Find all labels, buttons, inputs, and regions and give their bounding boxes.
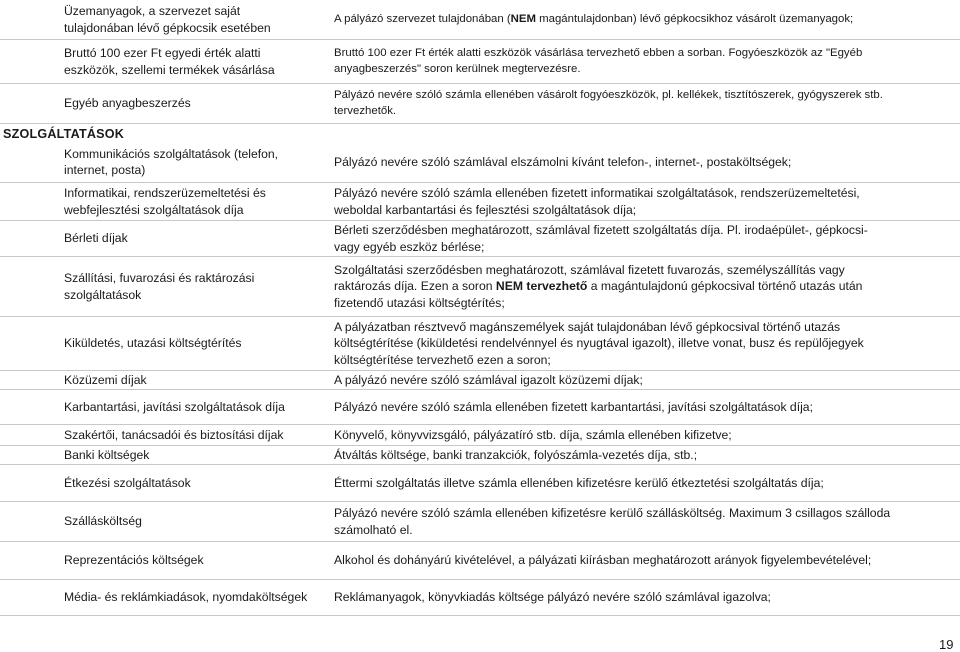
description-cell [334,84,894,123]
description-fragment: a magántulajdonú gépkocsival történő utazás után fizetendő utazási költségtérítés; [334,279,863,310]
description-text [334,185,894,218]
description-cell [334,446,894,464]
cost-category-cell [58,0,308,39]
cost-category-label: Kiküldetés, utazási költségtérítés [64,336,242,351]
description-fragment: A pályázó szervezet tulajdonában ( [334,12,511,25]
description-text [334,88,894,119]
description-cell [334,425,894,445]
description-fragment: Pályázó nevére szóló számlával elszámolni kívánt telefon-, internet-, postaköltségek; [334,154,792,169]
table-row [0,40,960,84]
cost-category-label: Karbantartási, javítási szolgáltatások díja [64,399,285,414]
cost-category-label: Kommunikációs szolgáltatások (telefon, internet, posta) [64,146,279,177]
table-row [0,142,960,183]
cost-category-label: Informatikai, rendszerüzemeltetési és webfejlesztési szolgáltatások díja [64,186,266,217]
description-fragment: Pályázó nevére szóló számla ellenében vásárolt fogyóeszközök, pl. kellékek, tisztítószerek, gyógyszerek stb. tervezhetők. [334,89,883,117]
description-fragment: Alkohol és dohányárú kivételével, a pályázati kiírásban meghatározott arányok figyelembevételével; [334,553,872,568]
section-heading: SZOLGÁLTATÁSOK [3,127,125,141]
emphasis-text: NEM tervezhető [495,279,588,294]
table-row [0,221,960,257]
table-row [0,317,960,371]
table-row [0,84,960,124]
cost-category-cell [58,142,308,182]
description-fragment: A pályázatban résztvevő magánszemélyek saját tulajdonában lévő gépkocsival történő utazás költségtérítése (kiküldetési rendelvénnyel és nyugtával igazolt), illetve vonat, busz és repülőjegyek költségtérítése tervezhető ezen a soron; [334,319,864,367]
description-fragment: A pályázó nevére szóló számlával igazolt közüzemi díjak; [334,372,643,387]
cost-category-cell [58,446,308,464]
table-row [0,425,960,446]
description-text [334,475,824,492]
description-fragment: Pályázó nevére szóló számla ellenében fizetett karbantartási, javítási szolgáltatások díja; [334,399,813,414]
table-row [0,465,960,502]
description-fragment: Könyvelő, könyvvizsgáló, pályázatíró stb. díja, számla ellenében kifizetve; [334,427,732,442]
table-row [0,183,960,221]
table-row [0,371,960,390]
description-cell [334,142,894,182]
cost-category-label: Bérleti díjak [64,231,128,246]
description-fragment: Szolgáltatási szerződésben meghatározott, számlával fizetett fuvarozás, személyszállítás vagy raktározás díja. Ezen a soron [334,262,845,294]
emphasis-text: NEM [510,12,536,25]
page-number: 19 [939,637,954,652]
cost-category-cell [58,221,308,256]
cost-category-label: Bruttó 100 ezer Ft egyedi érték alatti eszközök, szellemi termékek vásárlása [64,46,275,77]
description-fragment: magántulajdonban) lévő gépkocsikhoz vásárolt üzemanyagok; [535,12,854,25]
cost-category-label: Egyéb anyagbeszerzés [64,96,191,111]
description-text [334,372,643,389]
description-text [334,427,732,444]
description-text [334,154,791,171]
description-cell [334,542,894,579]
cost-category-label: Étkezési szolgáltatások [64,475,191,490]
cost-category-label: Média- és reklámkiadások, nyomdaköltségek [64,590,308,605]
description-text [334,552,871,569]
description-text [334,505,894,538]
description-cell [334,257,894,316]
cost-category-label: Szakértői, tanácsadói és biztosítási díjak [64,427,284,442]
description-cell [334,580,894,615]
description-fragment: Átváltás költsége, banki tranzakciók, folyószámla-vezetés díja, stb.; [334,447,698,462]
cost-category-cell [58,390,308,424]
table-row [0,580,960,616]
cost-category-label: Banki költségek [64,447,150,462]
table-row [0,446,960,465]
description-text [334,12,853,28]
description-cell [334,371,894,389]
description-cell [334,317,894,370]
description-fragment: Pályázó nevére szóló számla ellenében fizetett informatikai szolgáltatások, rendszerüzemeltetési, weboldal karbantartási és fejlesztési szolgáltatások díja; [334,186,860,217]
cost-category-cell [58,465,308,501]
cost-category-cell [58,40,308,83]
description-cell [334,40,894,83]
cost-category-cell [58,502,308,541]
description-fragment: Bérleti szerződésben meghatározott, számlával fizetett szolgáltatás díja. Pl. irodaépület-, gépkocsi- vagy egyéb eszköz bérlése; [334,223,868,254]
cost-category-cell [58,371,308,389]
cost-category-cell [58,183,308,220]
cost-category-cell [58,542,308,579]
cost-category-label: Közüzemi díjak [64,372,147,387]
cost-category-cell [58,84,308,123]
cost-category-cell [58,580,308,615]
description-text [334,222,894,255]
cost-category-label: Szállítási, fuvarozási és raktározási szolgáltatások [64,271,255,302]
description-fragment: Éttermi szolgáltatás illetve számla ellenében kifizetésre kerülő étkeztetési szolgáltatás díja; [334,475,824,490]
table-row [0,390,960,425]
description-fragment: Pályázó nevére szóló számla ellenében kifizetésre kerülő szállásköltség. Maximum 3 csillagos szálloda számolható el. [334,506,891,537]
cost-category-cell [58,425,308,445]
description-fragment: Bruttó 100 ezer Ft érték alatti eszközök vásárlása tervezhető ebben a sorban. Fogyóeszközök az "Egyéb anyagbeszerzés" soron kerülnek megtervezésre. [334,47,863,75]
description-text [334,589,771,606]
cost-category-label: Üzemanyagok, a szervezet saját tulajdonában lévő gépkocsik esetében [64,4,271,35]
description-cell [334,0,894,39]
description-text [334,399,813,416]
description-text [334,319,894,369]
table-row [0,0,960,40]
table-row [0,257,960,317]
description-cell [334,183,894,220]
cost-category-cell [58,317,308,370]
description-fragment: Reklámanyagok, könyvkiadás költsége pályázó nevére szóló számlával igazolva; [334,590,771,605]
cost-category-label: Reprezentációs költségek [64,553,204,568]
description-text [334,447,697,464]
table-row [0,542,960,580]
table-row [0,502,960,542]
description-cell [334,502,894,541]
cost-category-cell [58,257,308,316]
cost-category-label: Szállásköltség [64,514,142,529]
description-cell [334,465,894,501]
description-cell [334,390,894,424]
section-row [0,124,960,141]
description-text [334,262,894,312]
description-text [334,46,894,77]
description-cell [334,221,894,256]
